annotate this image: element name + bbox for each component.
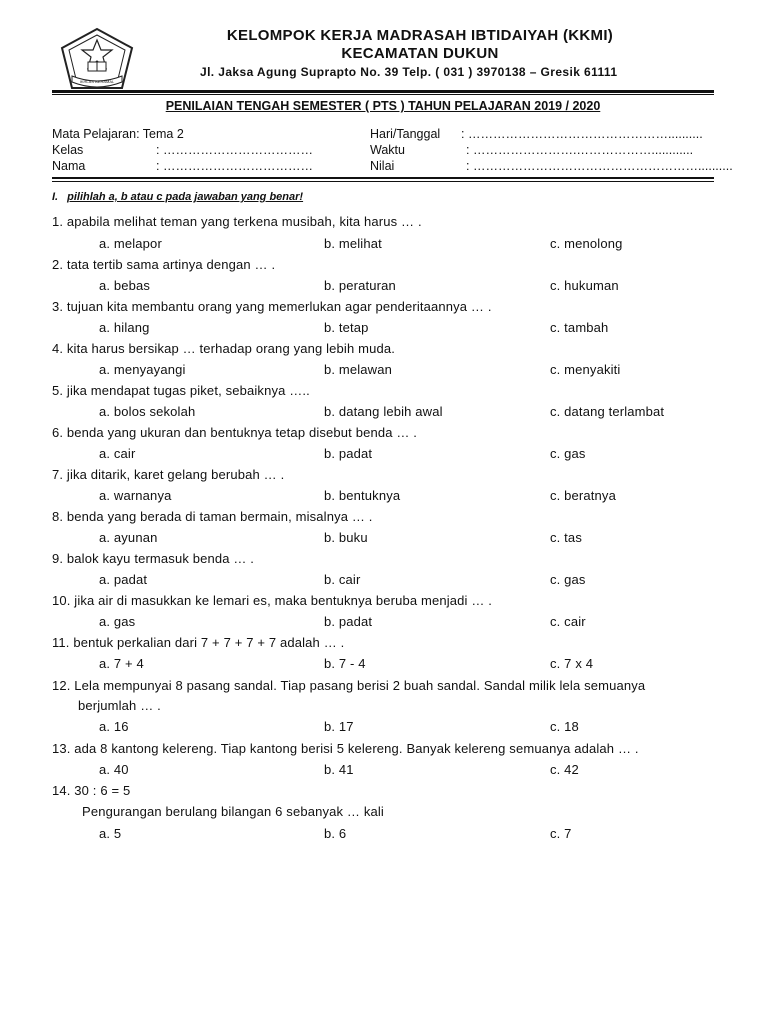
score-value-field[interactable]: : ………………………………………………..........	[466, 159, 733, 173]
question-7-options	[0, 488, 768, 506]
question-4: 4. kita harus bersikap … terhadap orang yang lebih muda.	[52, 341, 395, 356]
time-label: Waktu	[370, 143, 405, 157]
option-c[interactable]: c. beratnya	[550, 488, 616, 503]
option-b[interactable]: b. 6	[324, 826, 347, 841]
option-b[interactable]: b. padat	[324, 446, 373, 461]
question-4-options	[0, 362, 768, 380]
question-6: 6. benda yang ukuran dan bentuknya tetap disebut benda … .	[52, 425, 418, 440]
option-c[interactable]: c. gas	[550, 572, 586, 587]
option-c[interactable]: c. 7	[550, 826, 572, 841]
question-1: 1. apabila melihat teman yang terkena musibah, kita harus … .	[52, 214, 422, 229]
question-2: 2. tata tertib sama artinya dengan … .	[52, 257, 276, 272]
option-a[interactable]: a. melapor	[99, 236, 162, 251]
option-b[interactable]: b. bentuknya	[324, 488, 401, 503]
option-c[interactable]: c. menyakiti	[550, 362, 621, 377]
option-a[interactable]: a. cair	[99, 446, 136, 461]
option-c[interactable]: c. gas	[550, 446, 586, 461]
class-value-field[interactable]: : ………………………………	[156, 143, 313, 157]
question-13-options	[0, 762, 768, 780]
organization-name: KELOMPOK KERJA MADRASAH IBTIDAIYAH (KKMI)	[226, 27, 614, 44]
section-instruction	[52, 191, 303, 203]
question-14-prompt: Pengurangan berulang bilangan 6 sebanyak … kali	[82, 804, 384, 819]
question-11: 11. bentuk perkalian dari 7 + 7 + 7 + 7 adalah … .	[52, 635, 345, 650]
question-5-options	[0, 404, 768, 422]
option-c[interactable]: c. menolong	[550, 236, 623, 251]
question-1-options	[0, 236, 768, 254]
question-11-options	[0, 656, 768, 674]
option-a[interactable]: a. menyayangi	[99, 362, 186, 377]
option-b[interactable]: b. 7 - 4	[324, 656, 366, 671]
option-a[interactable]: a. ayunan	[99, 530, 158, 545]
option-a[interactable]: a. warnanya	[99, 488, 172, 503]
option-c[interactable]: c. datang terlambat	[550, 404, 665, 419]
option-b[interactable]: b. 17	[324, 719, 354, 734]
question-5: 5. jika mendapat tugas piket, sebaiknya …..	[52, 383, 310, 398]
date-label: Hari/Tanggal	[370, 127, 441, 141]
identity-divider-thin	[52, 181, 714, 182]
option-b[interactable]: b. 41	[324, 762, 354, 777]
question-10: 10. jika air di masukkan ke lemari es, maka bentuknya beruba menjadi … .	[52, 593, 493, 608]
option-a[interactable]: a. gas	[99, 614, 136, 629]
option-b[interactable]: b. datang lebih awal	[324, 404, 443, 419]
question-7: 7. jika ditarik, karet gelang berubah … .	[52, 467, 285, 482]
option-c[interactable]: c. 7 x 4	[550, 656, 594, 671]
question-9-options	[0, 572, 768, 590]
district-name: KECAMATAN DUKUN	[341, 45, 499, 62]
section-number: I.	[52, 191, 59, 203]
option-a[interactable]: a. 16	[99, 719, 129, 734]
question-8-options	[0, 530, 768, 548]
option-b[interactable]: b. melawan	[324, 362, 392, 377]
option-b[interactable]: b. padat	[324, 614, 373, 629]
question-12-continuation: berjumlah … .	[78, 698, 161, 713]
name-label: Nama	[52, 159, 86, 173]
header-divider-thick	[52, 90, 714, 93]
question-13: 13. ada 8 kantong kelereng. Tiap kantong berisi 5 kelereng. Banyak kelereng semuanya adalah … .	[52, 741, 639, 756]
option-b[interactable]: b. buku	[324, 530, 368, 545]
question-12: 12. Lela mempunyai 8 pasang sandal. Tiap pasang berisi 2 buah sandal. Sandal milik lela semuanya	[52, 678, 646, 693]
identity-row-1	[52, 127, 714, 143]
question-6-options	[0, 446, 768, 464]
option-b[interactable]: b. cair	[324, 572, 361, 587]
question-9: 9. balok kayu termasuk benda … .	[52, 551, 255, 566]
option-c[interactable]: c. 18	[550, 719, 579, 734]
score-label: Nilai	[370, 159, 395, 173]
exam-title: PENILAIAN TENGAH SEMESTER ( PTS ) TAHUN PELAJARAN 2019 / 2020	[165, 99, 601, 113]
option-a[interactable]: a. bebas	[99, 278, 151, 293]
question-3: 3. tujuan kita membantu orang yang memerlukan agar penderitaannya … .	[52, 299, 492, 314]
question-8: 8. benda yang berada di taman bermain, misalnya … .	[52, 509, 373, 524]
option-b[interactable]: b. melihat	[324, 236, 382, 251]
organization-address: Jl. Jaksa Agung Suprapto No. 39 Telp. ( 031 ) 3970138 – Gresik 61111	[200, 65, 618, 79]
header-divider-thin	[52, 94, 714, 95]
question-12-options	[0, 719, 768, 737]
question-14-options	[0, 826, 768, 844]
question-3-options	[0, 320, 768, 338]
question-2-options	[0, 278, 768, 296]
option-a[interactable]: a. 5	[99, 826, 122, 841]
date-value-field[interactable]: : …………………………………………..........	[461, 127, 703, 141]
class-label: Kelas	[52, 143, 84, 157]
option-a[interactable]: a. 7 + 4	[99, 656, 144, 671]
option-c[interactable]: c. tambah	[550, 320, 609, 335]
option-c[interactable]: c. 42	[550, 762, 579, 777]
time-value-field[interactable]: : …………………….………………............	[466, 143, 694, 157]
kemenag-logo-icon	[58, 26, 136, 92]
option-a[interactable]: a. padat	[99, 572, 148, 587]
instruction-text: pilihlah a, b atau c pada jawaban yang benar!	[67, 191, 304, 203]
subject-label: Mata Pelajaran: Tema 2	[52, 127, 184, 141]
option-a[interactable]: a. 40	[99, 762, 129, 777]
option-b[interactable]: b. peraturan	[324, 278, 396, 293]
svg-text:IKHLAS BERAMAL: IKHLAS BERAMAL	[79, 79, 115, 84]
identity-row-2	[52, 143, 714, 159]
option-c[interactable]: c. tas	[550, 530, 582, 545]
option-a[interactable]: a. hilang	[99, 320, 150, 335]
option-a[interactable]: a. bolos sekolah	[99, 404, 196, 419]
identity-divider-thick	[52, 177, 714, 179]
option-c[interactable]: c. hukuman	[550, 278, 619, 293]
option-c[interactable]: c. cair	[550, 614, 586, 629]
option-b[interactable]: b. tetap	[324, 320, 369, 335]
name-value-field[interactable]: : ………………………………	[156, 159, 313, 173]
question-14: 14. 30 : 6 = 5	[52, 783, 131, 798]
identity-row-3	[52, 159, 733, 175]
question-10-options	[0, 614, 768, 632]
